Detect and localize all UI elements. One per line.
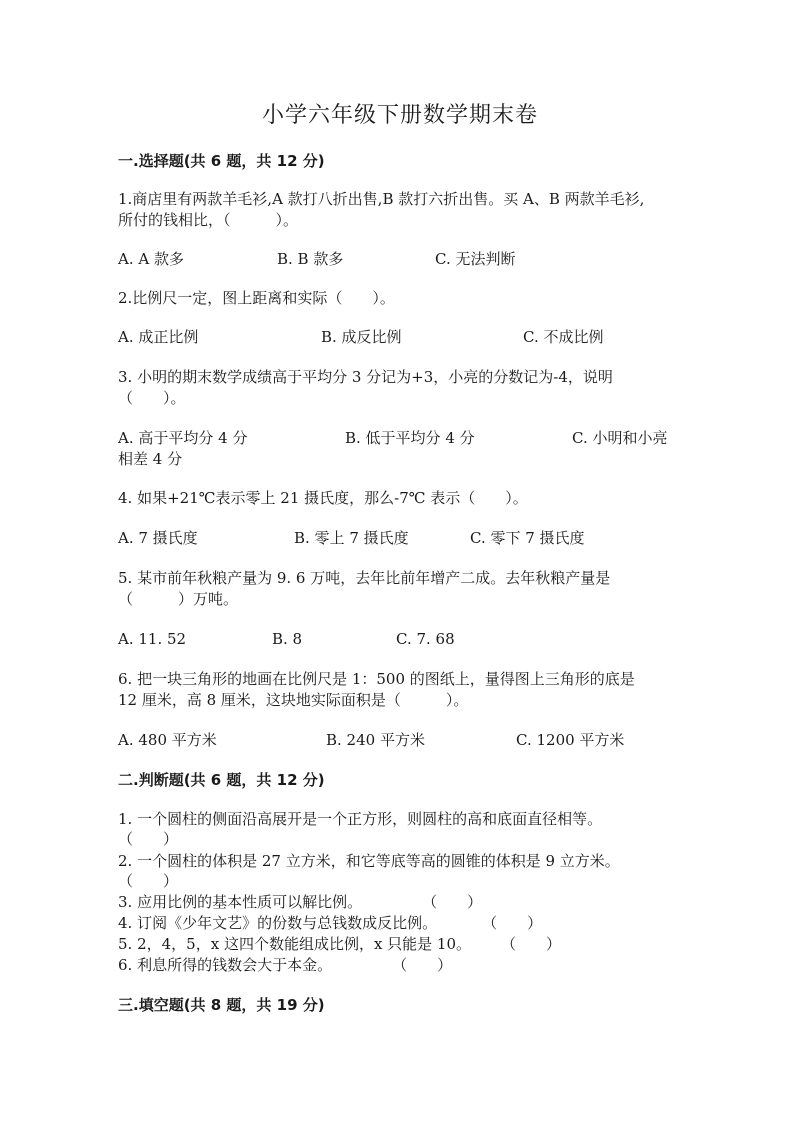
- question-text: 1.商店里有两款羊毛衫,A 款打八折出售,B 款打六折出售。买 A、B 两款羊毛衫,: [118, 190, 645, 208]
- question-text: （ ）。: [118, 389, 186, 407]
- option-a: A. A 款多: [118, 250, 184, 268]
- option-a: A. 480 平方米: [118, 731, 217, 749]
- option-a: A. 7 摄氏度: [118, 529, 198, 547]
- question-text: （ ）万吨。: [118, 590, 239, 608]
- page-title: 小学六年级下册数学期末卷: [261, 103, 538, 128]
- option-c: C. 不成比例: [523, 328, 604, 346]
- option-b: B. 240 平方米: [326, 731, 425, 749]
- judge-item: 4. 订阅《少年文艺》的份数与总钱数成反比例。 （ ）: [118, 914, 543, 932]
- question-text: 12 厘米，高 8 厘米，这块地实际面积是（ ）。: [118, 691, 469, 709]
- option-c: C. 零下 7 摄氏度: [470, 529, 585, 547]
- question-text: 2.比例尺一定，图上距离和实际（ ）。: [118, 289, 395, 307]
- question-text: 6. 把一块三角形的地画在比例尺是 1：500 的图纸上，量得图上三角形的底是: [118, 670, 635, 688]
- option-b: B. 零上 7 摄氏度: [294, 529, 409, 547]
- question-text: 5. 某市前年秋粮产量为 9. 6 万吨，去年比前年增产二成。去年秋粮产量是: [118, 569, 611, 587]
- judge-item: 1. 一个圆柱的侧面沿高展开是一个正方形，则圆柱的高和底面直径相等。: [118, 810, 603, 828]
- section-heading-fill: 三.填空题(共 8 题，共 19 分): [118, 996, 325, 1014]
- option-c: C. 无法判断: [435, 250, 516, 268]
- option-c: C. 小明和小亮: [572, 429, 668, 447]
- judge-item: 6. 利息所得的钱数会大于本金。 （ ）: [118, 956, 453, 974]
- option-c-continued: 相差 4 分: [118, 450, 183, 468]
- judge-item: 5. 2，4，5，x 这四个数能组成比例，x 只能是 10。 （ ）: [118, 935, 562, 953]
- option-b: B. 成反比例: [321, 328, 402, 346]
- option-c: C. 7. 68: [396, 630, 455, 648]
- section-heading-choice: 一.选择题(共 6 题，共 12 分): [118, 152, 325, 170]
- question-text: 所付的钱相比，（ ）。: [118, 211, 299, 229]
- option-a: A. 成正比例: [118, 328, 199, 346]
- option-a: A. 11. 52: [118, 630, 187, 648]
- judge-item: 2. 一个圆柱的体积是 27 立方米，和它等底等高的圆锥的体积是 9 立方米。: [118, 852, 620, 870]
- section-heading-judge: 二.判断题(共 6 题，共 12 分): [118, 771, 325, 789]
- question-text: 3. 小明的期末数学成绩高于平均分 3 分记为+3，小亮的分数记为-4，说明: [118, 368, 613, 386]
- answer-blank: （ ）: [118, 830, 179, 848]
- option-a: A. 高于平均分 4 分: [118, 429, 248, 447]
- answer-blank: （ ）: [118, 872, 179, 890]
- option-b: B. B 款多: [277, 250, 344, 268]
- question-text: 4. 如果+21℃表示零上 21 摄氏度，那么-7℃ 表示（ ）。: [118, 489, 528, 507]
- judge-item: 3. 应用比例的基本性质可以解比例。 （ ）: [118, 893, 483, 911]
- option-c: C. 1200 平方米: [516, 731, 625, 749]
- option-b: B. 8: [272, 630, 303, 648]
- option-b: B. 低于平均分 4 分: [345, 429, 475, 447]
